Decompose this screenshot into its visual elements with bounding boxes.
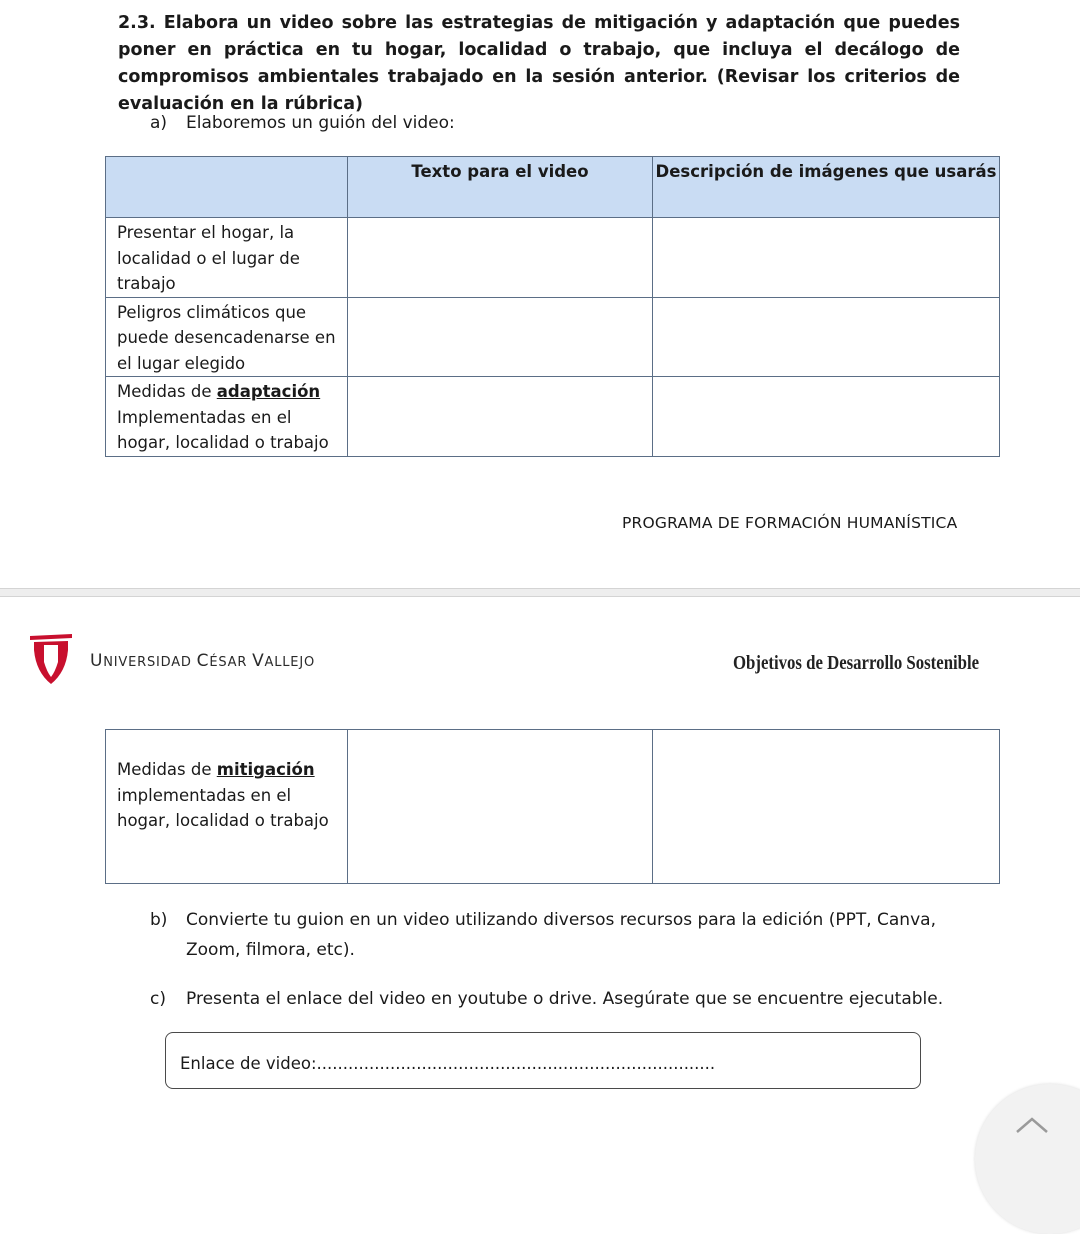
item-b-label: b): [150, 910, 168, 930]
table-row: [106, 377, 1000, 457]
scroll-top-button[interactable]: [975, 1084, 1080, 1234]
text-input-cell[interactable]: [348, 297, 653, 377]
item-b: [150, 905, 940, 965]
ucv-logo-icon: [28, 632, 74, 690]
university-name: UNIVERSIDAD CÉSAR VALLEJO: [90, 651, 315, 671]
page-separator: [0, 588, 1080, 597]
table-header-row: [106, 157, 1000, 218]
row-label-cell: Peligros climáticos que puede desencadenarse en el lugar elegido: [106, 297, 348, 377]
video-link-label: Enlace de video:............................................................................: [180, 1054, 716, 1073]
page-footer: PROGRAMA DE FORMACIÓN HUMANÍSTICA: [622, 514, 958, 532]
row-label-cell: Medidas de mitigación implementadas en el hogar, localidad o trabajo: [106, 730, 348, 884]
section-text: Elabora un video sobre las estrategias de mitigación y adaptación que puedes poner en práctica en tu hogar, localidad o trabajo, que incluya el decálogo de compromisos ambientales trabajado en la sesión anterior. (Revisar los criterios de evaluación en la rúbrica): [118, 13, 960, 114]
section-number: 2.3.: [118, 13, 156, 33]
section-heading: [118, 10, 960, 118]
table-header-cell: [106, 157, 348, 218]
item-c-text: Presenta el enlace del video en youtube o drive. Asegúrate que se encuentre ejecutable.: [186, 989, 944, 1009]
script-table: [105, 156, 1000, 457]
image-description-cell[interactable]: [653, 218, 1000, 298]
text-input-cell[interactable]: [348, 218, 653, 298]
script-table-continued: [105, 729, 1000, 884]
item-b-text: Convierte tu guion en un video utilizando diversos recursos para la edición (PPT, Canva, Zoom, filmora, etc).: [186, 910, 936, 960]
table-row: [106, 218, 1000, 298]
image-description-cell[interactable]: [653, 377, 1000, 457]
text-input-cell[interactable]: [348, 730, 653, 884]
text-input-cell[interactable]: [348, 377, 653, 457]
table-header-cell: Texto para el video: [348, 157, 653, 218]
chevron-up-icon: [1015, 1116, 1049, 1134]
item-a: [150, 110, 455, 136]
table-row: [106, 730, 1000, 884]
item-a-label: a): [150, 113, 168, 133]
row-label-cell: Presentar el hogar, la localidad o el lugar de trabajo: [106, 218, 348, 298]
item-c-label: c): [150, 989, 166, 1009]
goals-title: Objetivos de Desarrollo Sostenible: [733, 653, 980, 674]
image-description-cell[interactable]: [653, 730, 1000, 884]
table-header-cell: Descripción de imágenes que usarás: [653, 157, 1000, 218]
item-a-text: Elaboremos un guión del video:: [186, 113, 455, 133]
row-label-cell: Medidas de adaptación Implementadas en el hogar, localidad o trabajo: [106, 377, 348, 457]
table-row: [106, 297, 1000, 377]
video-link-dots: ............................................................................: [316, 1054, 716, 1073]
image-description-cell[interactable]: [653, 297, 1000, 377]
item-c: [150, 984, 950, 1014]
